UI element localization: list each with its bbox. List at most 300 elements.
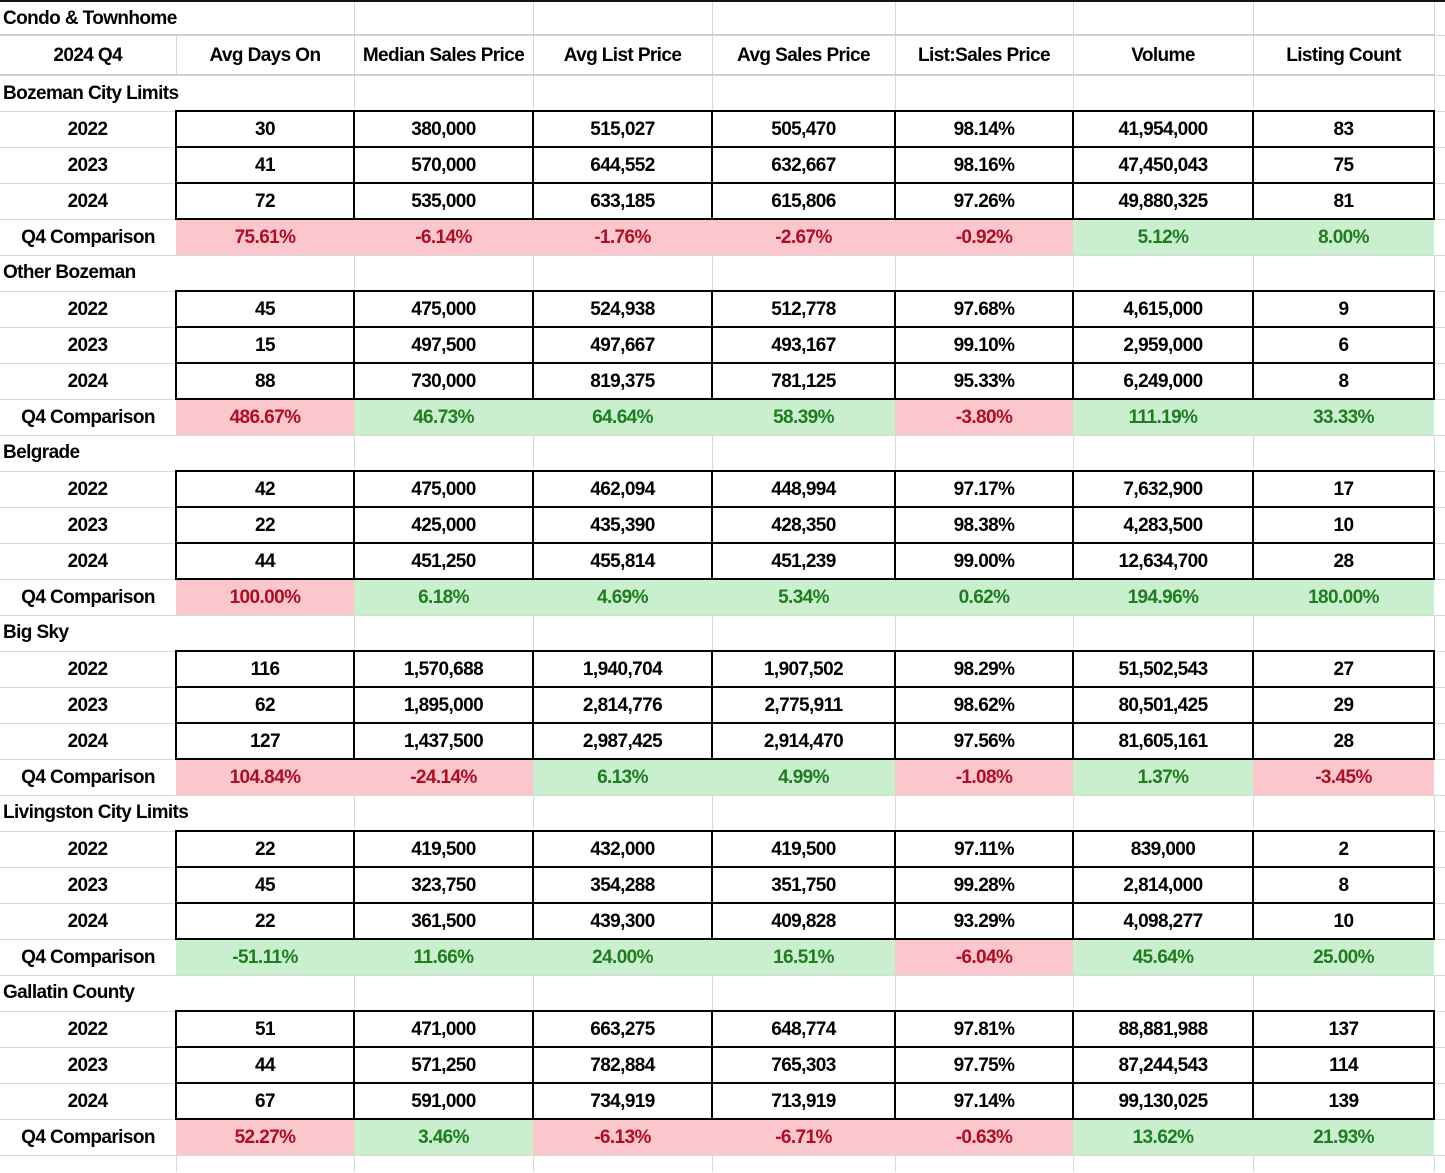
value-cell[interactable]: 435,390 bbox=[533, 507, 712, 543]
value-cell[interactable]: 114 bbox=[1253, 1047, 1434, 1083]
spacer-cell bbox=[1434, 111, 1445, 147]
value-cell[interactable]: 535,000 bbox=[354, 183, 533, 219]
empty-cell bbox=[533, 75, 712, 111]
comparison-row bbox=[0, 1119, 1445, 1155]
value-cell[interactable]: 22 bbox=[176, 831, 354, 867]
empty-cell bbox=[895, 75, 1073, 111]
value-cell[interactable]: 45 bbox=[176, 291, 354, 327]
value-cell[interactable]: 6 bbox=[1253, 327, 1434, 363]
empty-cell bbox=[1073, 435, 1253, 471]
spreadsheet-title[interactable]: Condo & Townhome bbox=[0, 1, 354, 35]
value-cell[interactable]: 9 bbox=[1253, 291, 1434, 327]
header-row bbox=[0, 35, 1445, 75]
comparison-value-cell[interactable]: -0.92% bbox=[895, 219, 1073, 255]
value-cell[interactable]: 98.14% bbox=[895, 111, 1073, 147]
value-cell[interactable]: 98.38% bbox=[895, 507, 1073, 543]
comparison-value-cell[interactable]: 3.46% bbox=[354, 1119, 533, 1155]
empty-cell bbox=[1073, 255, 1253, 291]
value-cell[interactable]: 380,000 bbox=[354, 111, 533, 147]
comparison-value-cell[interactable]: -6.04% bbox=[895, 939, 1073, 975]
empty-cell bbox=[354, 1155, 533, 1172]
year-cell[interactable]: 2022 bbox=[0, 111, 176, 147]
comparison-value-cell[interactable]: 25.00% bbox=[1253, 939, 1434, 975]
empty-cell bbox=[1253, 615, 1434, 651]
empty-cell bbox=[1073, 75, 1253, 111]
year-cell[interactable]: 2022 bbox=[0, 471, 176, 507]
spacer-cell bbox=[1434, 687, 1445, 723]
value-cell[interactable]: 80,501,425 bbox=[1073, 687, 1253, 723]
empty-cell bbox=[712, 615, 895, 651]
value-cell[interactable]: 81 bbox=[1253, 183, 1434, 219]
column-header[interactable]: Volume bbox=[1073, 35, 1253, 75]
comparison-value-cell[interactable]: 0.62% bbox=[895, 579, 1073, 615]
comparison-row bbox=[0, 399, 1445, 435]
value-cell[interactable]: 17 bbox=[1253, 471, 1434, 507]
year-cell[interactable]: 2023 bbox=[0, 147, 176, 183]
value-cell[interactable]: 1,437,500 bbox=[354, 723, 533, 759]
comparison-value-cell[interactable]: 75.61% bbox=[176, 219, 354, 255]
empty-cell bbox=[895, 1155, 1073, 1172]
value-cell[interactable]: 475,000 bbox=[354, 291, 533, 327]
comparison-value-cell[interactable]: 4.99% bbox=[712, 759, 895, 795]
empty-cell bbox=[895, 255, 1073, 291]
value-cell[interactable]: 49,880,325 bbox=[1073, 183, 1253, 219]
value-cell[interactable]: 1,895,000 bbox=[354, 687, 533, 723]
comparison-value-cell[interactable]: 8.00% bbox=[1253, 219, 1434, 255]
column-header[interactable]: Avg List Price bbox=[533, 35, 712, 75]
value-cell[interactable]: 2,959,000 bbox=[1073, 327, 1253, 363]
value-cell[interactable]: 2,914,470 bbox=[712, 723, 895, 759]
spacer-cell bbox=[1434, 615, 1445, 651]
value-cell[interactable]: 781,125 bbox=[712, 363, 895, 399]
value-cell[interactable]: 41,954,000 bbox=[1073, 111, 1253, 147]
value-cell[interactable]: 44 bbox=[176, 543, 354, 579]
value-cell[interactable]: 51 bbox=[176, 1011, 354, 1047]
section-label[interactable]: Big Sky bbox=[0, 615, 354, 651]
comparison-value-cell[interactable]: 4.69% bbox=[533, 579, 712, 615]
value-cell[interactable]: 15 bbox=[176, 327, 354, 363]
value-cell[interactable]: 42 bbox=[176, 471, 354, 507]
value-cell[interactable]: 451,239 bbox=[712, 543, 895, 579]
spacer-cell bbox=[1434, 1047, 1445, 1083]
empty-cell bbox=[354, 615, 533, 651]
value-cell[interactable]: 88 bbox=[176, 363, 354, 399]
value-cell[interactable]: 81,605,161 bbox=[1073, 723, 1253, 759]
value-cell[interactable]: 6,249,000 bbox=[1073, 363, 1253, 399]
empty-cell bbox=[1253, 975, 1434, 1011]
comparison-value-cell[interactable]: -24.14% bbox=[354, 759, 533, 795]
value-cell[interactable]: 45 bbox=[176, 867, 354, 903]
year-row bbox=[0, 1011, 1445, 1047]
value-cell[interactable]: 99,130,025 bbox=[1073, 1083, 1253, 1119]
spacer-cell bbox=[1434, 975, 1445, 1011]
value-cell[interactable]: 51,502,543 bbox=[1073, 651, 1253, 687]
empty-cell bbox=[1253, 1155, 1434, 1172]
spacer-cell bbox=[1434, 327, 1445, 363]
empty-cell bbox=[712, 435, 895, 471]
comparison-label[interactable]: Q4 Comparison bbox=[0, 1119, 176, 1155]
section-label[interactable]: Belgrade bbox=[0, 435, 354, 471]
section-label[interactable]: Bozeman City Limits bbox=[0, 75, 354, 111]
year-row bbox=[0, 471, 1445, 507]
empty-cell bbox=[354, 795, 533, 831]
year-cell[interactable]: 2024 bbox=[0, 903, 176, 939]
value-cell[interactable]: 4,283,500 bbox=[1073, 507, 1253, 543]
value-cell[interactable]: 2,814,000 bbox=[1073, 867, 1253, 903]
value-cell[interactable]: 28 bbox=[1253, 543, 1434, 579]
value-cell[interactable]: 98.62% bbox=[895, 687, 1073, 723]
empty-cell bbox=[895, 435, 1073, 471]
value-cell[interactable]: 633,185 bbox=[533, 183, 712, 219]
value-cell[interactable]: 730,000 bbox=[354, 363, 533, 399]
year-cell[interactable]: 2023 bbox=[0, 687, 176, 723]
value-cell[interactable]: 323,750 bbox=[354, 867, 533, 903]
column-header[interactable]: List:Sales Price bbox=[895, 35, 1073, 75]
value-cell[interactable]: 87,244,543 bbox=[1073, 1047, 1253, 1083]
spacer-cell bbox=[1434, 291, 1445, 327]
value-cell[interactable]: 27 bbox=[1253, 651, 1434, 687]
value-cell[interactable]: 713,919 bbox=[712, 1083, 895, 1119]
value-cell[interactable]: 22 bbox=[176, 903, 354, 939]
year-row bbox=[0, 507, 1445, 543]
comparison-value-cell[interactable]: 33.33% bbox=[1253, 399, 1434, 435]
year-cell[interactable]: 2023 bbox=[0, 867, 176, 903]
comparison-value-cell[interactable]: -6.71% bbox=[712, 1119, 895, 1155]
comparison-value-cell[interactable]: 111.19% bbox=[1073, 399, 1253, 435]
value-cell[interactable]: 451,250 bbox=[354, 543, 533, 579]
empty-cell bbox=[1253, 255, 1434, 291]
value-cell[interactable]: 30 bbox=[176, 111, 354, 147]
value-cell[interactable]: 571,250 bbox=[354, 1047, 533, 1083]
empty-cell bbox=[354, 75, 533, 111]
value-cell[interactable]: 97.17% bbox=[895, 471, 1073, 507]
value-cell[interactable]: 425,000 bbox=[354, 507, 533, 543]
value-cell[interactable]: 497,500 bbox=[354, 327, 533, 363]
value-cell[interactable]: 44 bbox=[176, 1047, 354, 1083]
value-cell[interactable]: 409,828 bbox=[712, 903, 895, 939]
value-cell[interactable]: 2,987,425 bbox=[533, 723, 712, 759]
value-cell[interactable]: 591,000 bbox=[354, 1083, 533, 1119]
spacer-cell bbox=[1434, 1, 1445, 35]
comparison-value-cell[interactable]: -0.63% bbox=[895, 1119, 1073, 1155]
empty-cell bbox=[1253, 75, 1434, 111]
spacer-cell bbox=[1434, 1083, 1445, 1119]
spacer-cell bbox=[1434, 723, 1445, 759]
comparison-label[interactable]: Q4 Comparison bbox=[0, 399, 176, 435]
value-cell[interactable]: 455,814 bbox=[533, 543, 712, 579]
value-cell[interactable]: 2 bbox=[1253, 831, 1434, 867]
section-row bbox=[0, 75, 1445, 111]
value-cell[interactable]: 354,288 bbox=[533, 867, 712, 903]
spacer-cell bbox=[1434, 435, 1445, 471]
empty-cell bbox=[354, 1, 533, 35]
comparison-value-cell[interactable]: 16.51% bbox=[712, 939, 895, 975]
value-cell[interactable]: 139 bbox=[1253, 1083, 1434, 1119]
year-row bbox=[0, 867, 1445, 903]
value-cell[interactable]: 4,098,277 bbox=[1073, 903, 1253, 939]
value-cell[interactable]: 512,778 bbox=[712, 291, 895, 327]
year-cell[interactable]: 2023 bbox=[0, 507, 176, 543]
column-header[interactable]: Avg Days On bbox=[176, 35, 354, 75]
value-cell[interactable]: 12,634,700 bbox=[1073, 543, 1253, 579]
value-cell[interactable]: 97.81% bbox=[895, 1011, 1073, 1047]
empty-cell bbox=[1073, 795, 1253, 831]
spacer-cell bbox=[1434, 1119, 1445, 1155]
section-row bbox=[0, 435, 1445, 471]
year-cell[interactable]: 2024 bbox=[0, 363, 176, 399]
empty-cell bbox=[1073, 1155, 1253, 1172]
column-header[interactable]: Median Sales Price bbox=[354, 35, 533, 75]
empty-cell bbox=[533, 1155, 712, 1172]
comparison-value-cell[interactable]: -6.13% bbox=[533, 1119, 712, 1155]
period-cell[interactable]: 2024 Q4 bbox=[0, 35, 176, 75]
year-row bbox=[0, 687, 1445, 723]
empty-cell bbox=[1073, 975, 1253, 1011]
value-cell[interactable]: 663,275 bbox=[533, 1011, 712, 1047]
value-cell[interactable]: 462,094 bbox=[533, 471, 712, 507]
value-cell[interactable]: 72 bbox=[176, 183, 354, 219]
value-cell[interactable]: 1,570,688 bbox=[354, 651, 533, 687]
value-cell[interactable]: 524,938 bbox=[533, 291, 712, 327]
value-cell[interactable]: 98.29% bbox=[895, 651, 1073, 687]
value-cell[interactable]: 2,814,776 bbox=[533, 687, 712, 723]
spacer-cell bbox=[1434, 1155, 1445, 1172]
comparison-label[interactable]: Q4 Comparison bbox=[0, 759, 176, 795]
section-label[interactable]: Gallatin County bbox=[0, 975, 354, 1011]
value-cell[interactable]: 41 bbox=[176, 147, 354, 183]
value-cell[interactable]: 99.28% bbox=[895, 867, 1073, 903]
empty-cell bbox=[533, 255, 712, 291]
value-cell[interactable]: 29 bbox=[1253, 687, 1434, 723]
empty-cell bbox=[712, 795, 895, 831]
year-cell[interactable]: 2022 bbox=[0, 651, 176, 687]
comparison-label[interactable]: Q4 Comparison bbox=[0, 579, 176, 615]
year-row bbox=[0, 723, 1445, 759]
year-row bbox=[0, 291, 1445, 327]
value-cell[interactable]: 10 bbox=[1253, 507, 1434, 543]
empty-cell bbox=[712, 75, 895, 111]
year-cell[interactable]: 2022 bbox=[0, 291, 176, 327]
empty-cell bbox=[895, 975, 1073, 1011]
spacer-cell bbox=[1434, 363, 1445, 399]
year-cell[interactable]: 2024 bbox=[0, 543, 176, 579]
spacer-cell bbox=[1434, 183, 1445, 219]
comparison-row bbox=[0, 579, 1445, 615]
value-cell[interactable]: 98.16% bbox=[895, 147, 1073, 183]
value-cell[interactable]: 819,375 bbox=[533, 363, 712, 399]
comparison-value-cell[interactable]: 45.64% bbox=[1073, 939, 1253, 975]
value-cell[interactable]: 448,994 bbox=[712, 471, 895, 507]
value-cell[interactable]: 1,940,704 bbox=[533, 651, 712, 687]
value-cell[interactable]: 47,450,043 bbox=[1073, 147, 1253, 183]
value-cell[interactable]: 648,774 bbox=[712, 1011, 895, 1047]
empty-cell bbox=[712, 975, 895, 1011]
spacer-cell bbox=[1434, 903, 1445, 939]
value-cell[interactable]: 75 bbox=[1253, 147, 1434, 183]
sheet-body bbox=[0, 1, 1445, 1172]
value-cell[interactable]: 88,881,988 bbox=[1073, 1011, 1253, 1047]
value-cell[interactable]: 97.56% bbox=[895, 723, 1073, 759]
empty-cell bbox=[1253, 435, 1434, 471]
comparison-value-cell[interactable]: 24.00% bbox=[533, 939, 712, 975]
value-cell[interactable]: 497,667 bbox=[533, 327, 712, 363]
value-cell[interactable]: 83 bbox=[1253, 111, 1434, 147]
value-cell[interactable]: 632,667 bbox=[712, 147, 895, 183]
section-row bbox=[0, 975, 1445, 1011]
year-cell[interactable]: 2023 bbox=[0, 1047, 176, 1083]
comparison-value-cell[interactable]: -3.45% bbox=[1253, 759, 1434, 795]
spacer-cell bbox=[1434, 219, 1445, 255]
value-cell[interactable]: 95.33% bbox=[895, 363, 1073, 399]
value-cell[interactable]: 505,470 bbox=[712, 111, 895, 147]
empty-cell bbox=[712, 1155, 895, 1172]
year-row bbox=[0, 363, 1445, 399]
spacer-cell bbox=[1434, 543, 1445, 579]
comparison-value-cell[interactable]: 180.00% bbox=[1253, 579, 1434, 615]
value-cell[interactable]: 97.75% bbox=[895, 1047, 1073, 1083]
empty-cell bbox=[533, 1, 712, 35]
empty-cell bbox=[0, 1155, 176, 1172]
value-cell[interactable]: 8 bbox=[1253, 363, 1434, 399]
empty-cell bbox=[533, 975, 712, 1011]
value-cell[interactable]: 2,775,911 bbox=[712, 687, 895, 723]
section-row bbox=[0, 795, 1445, 831]
value-cell[interactable]: 515,027 bbox=[533, 111, 712, 147]
value-cell[interactable]: 432,000 bbox=[533, 831, 712, 867]
year-cell[interactable]: 2024 bbox=[0, 723, 176, 759]
year-row bbox=[0, 903, 1445, 939]
spacer-cell bbox=[1434, 75, 1445, 111]
value-cell[interactable]: 419,500 bbox=[712, 831, 895, 867]
spacer-cell bbox=[1434, 651, 1445, 687]
empty-cell bbox=[1073, 1, 1253, 35]
section-label[interactable]: Other Bozeman bbox=[0, 255, 354, 291]
value-cell[interactable]: 493,167 bbox=[712, 327, 895, 363]
year-cell[interactable]: 2023 bbox=[0, 327, 176, 363]
comparison-value-cell[interactable]: 5.12% bbox=[1073, 219, 1253, 255]
comparison-value-cell[interactable]: 52.27% bbox=[176, 1119, 354, 1155]
spacer-cell bbox=[1434, 507, 1445, 543]
year-row bbox=[0, 543, 1445, 579]
comparison-row bbox=[0, 219, 1445, 255]
comparison-value-cell[interactable]: -6.14% bbox=[354, 219, 533, 255]
value-cell[interactable]: 419,500 bbox=[354, 831, 533, 867]
value-cell[interactable]: 97.11% bbox=[895, 831, 1073, 867]
empty-cell bbox=[354, 435, 533, 471]
value-cell[interactable]: 471,000 bbox=[354, 1011, 533, 1047]
empty-cell bbox=[354, 255, 533, 291]
comparison-value-cell[interactable]: 58.39% bbox=[712, 399, 895, 435]
year-row bbox=[0, 651, 1445, 687]
comparison-value-cell[interactable]: 1.37% bbox=[1073, 759, 1253, 795]
empty-cell bbox=[176, 1155, 354, 1172]
empty-cell bbox=[1253, 795, 1434, 831]
value-cell[interactable]: 116 bbox=[176, 651, 354, 687]
year-row bbox=[0, 183, 1445, 219]
value-cell[interactable]: 99.10% bbox=[895, 327, 1073, 363]
comparison-value-cell[interactable]: 21.93% bbox=[1253, 1119, 1434, 1155]
value-cell[interactable]: 137 bbox=[1253, 1011, 1434, 1047]
value-cell[interactable]: 97.14% bbox=[895, 1083, 1073, 1119]
spacer-cell bbox=[1434, 939, 1445, 975]
value-cell[interactable]: 8 bbox=[1253, 867, 1434, 903]
section-row bbox=[0, 255, 1445, 291]
comparison-value-cell[interactable]: 5.34% bbox=[712, 579, 895, 615]
value-cell[interactable]: 127 bbox=[176, 723, 354, 759]
comparison-value-cell[interactable]: 13.62% bbox=[1073, 1119, 1253, 1155]
spacer-cell bbox=[1434, 147, 1445, 183]
value-cell[interactable]: 97.68% bbox=[895, 291, 1073, 327]
section-label[interactable]: Livingston City Limits bbox=[0, 795, 354, 831]
year-cell[interactable]: 2022 bbox=[0, 831, 176, 867]
value-cell[interactable]: 28 bbox=[1253, 723, 1434, 759]
value-cell[interactable]: 62 bbox=[176, 687, 354, 723]
comparison-value-cell[interactable]: 11.66% bbox=[354, 939, 533, 975]
comparison-value-cell[interactable]: 104.84% bbox=[176, 759, 354, 795]
value-cell[interactable]: 734,919 bbox=[533, 1083, 712, 1119]
value-cell[interactable]: 67 bbox=[176, 1083, 354, 1119]
empty-cell bbox=[354, 975, 533, 1011]
value-cell[interactable]: 839,000 bbox=[1073, 831, 1253, 867]
comparison-value-cell[interactable]: -1.08% bbox=[895, 759, 1073, 795]
comparison-label[interactable]: Q4 Comparison bbox=[0, 219, 176, 255]
empty-cell bbox=[712, 1, 895, 35]
value-cell[interactable]: 782,884 bbox=[533, 1047, 712, 1083]
comparison-value-cell[interactable]: 6.13% bbox=[533, 759, 712, 795]
value-cell[interactable]: 361,500 bbox=[354, 903, 533, 939]
spacer-cell bbox=[1434, 255, 1445, 291]
comparison-value-cell[interactable]: 194.96% bbox=[1073, 579, 1253, 615]
value-cell[interactable]: 439,300 bbox=[533, 903, 712, 939]
comparison-row bbox=[0, 939, 1445, 975]
comparison-value-cell[interactable]: -51.11% bbox=[176, 939, 354, 975]
value-cell[interactable]: 10 bbox=[1253, 903, 1434, 939]
comparison-value-cell[interactable]: -1.76% bbox=[533, 219, 712, 255]
value-cell[interactable]: 428,350 bbox=[712, 507, 895, 543]
value-cell[interactable]: 93.29% bbox=[895, 903, 1073, 939]
value-cell[interactable]: 1,907,502 bbox=[712, 651, 895, 687]
year-cell[interactable]: 2024 bbox=[0, 183, 176, 219]
value-cell[interactable]: 765,303 bbox=[712, 1047, 895, 1083]
value-cell[interactable]: 97.26% bbox=[895, 183, 1073, 219]
comparison-value-cell[interactable]: 64.64% bbox=[533, 399, 712, 435]
value-cell[interactable]: 644,552 bbox=[533, 147, 712, 183]
value-cell[interactable]: 615,806 bbox=[712, 183, 895, 219]
value-cell[interactable]: 22 bbox=[176, 507, 354, 543]
comparison-value-cell[interactable]: -2.67% bbox=[712, 219, 895, 255]
comparison-value-cell[interactable]: -3.80% bbox=[895, 399, 1073, 435]
year-cell[interactable]: 2024 bbox=[0, 1083, 176, 1119]
comparison-label[interactable]: Q4 Comparison bbox=[0, 939, 176, 975]
value-cell[interactable]: 570,000 bbox=[354, 147, 533, 183]
value-cell[interactable]: 99.00% bbox=[895, 543, 1073, 579]
column-header[interactable]: Avg Sales Price bbox=[712, 35, 895, 75]
section-row bbox=[0, 615, 1445, 651]
column-header[interactable]: Listing Count bbox=[1253, 35, 1434, 75]
year-cell[interactable]: 2022 bbox=[0, 1011, 176, 1047]
comparison-value-cell[interactable]: 100.00% bbox=[176, 579, 354, 615]
trailing-row bbox=[0, 1155, 1445, 1172]
value-cell[interactable]: 4,615,000 bbox=[1073, 291, 1253, 327]
comparison-value-cell[interactable]: 486.67% bbox=[176, 399, 354, 435]
comparison-value-cell[interactable]: 6.18% bbox=[354, 579, 533, 615]
spacer-cell bbox=[1434, 831, 1445, 867]
spacer-cell bbox=[1434, 1011, 1445, 1047]
value-cell[interactable]: 475,000 bbox=[354, 471, 533, 507]
comparison-value-cell[interactable]: 46.73% bbox=[354, 399, 533, 435]
value-cell[interactable]: 351,750 bbox=[712, 867, 895, 903]
value-cell[interactable]: 7,632,900 bbox=[1073, 471, 1253, 507]
